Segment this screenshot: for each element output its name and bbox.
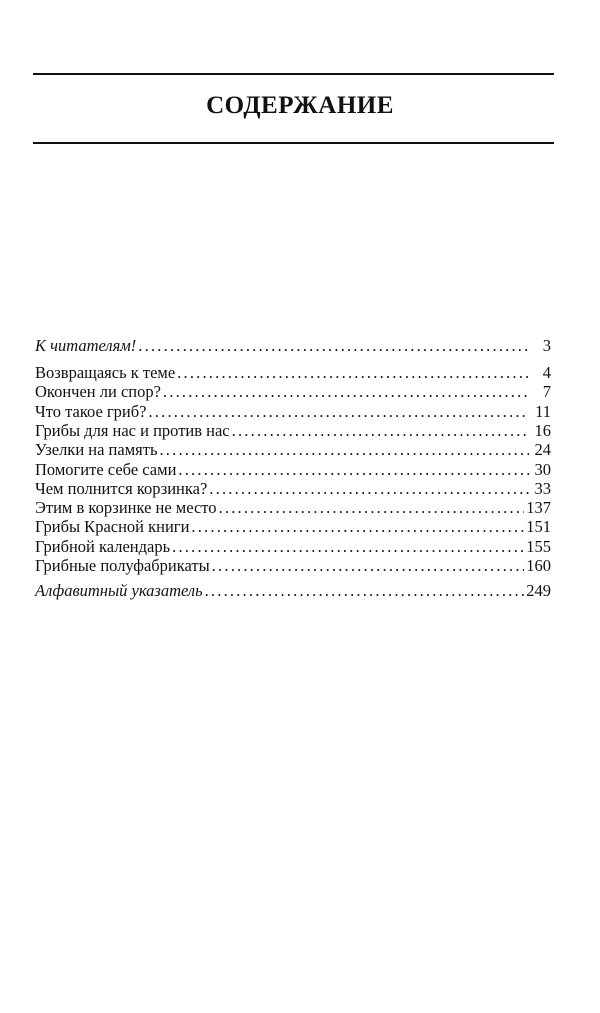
page-title: СОДЕРЖАНИЕ — [206, 92, 394, 119]
toc-entry[interactable] — [35, 517, 551, 536]
toc-entry-label: Возвращаясь к теме — [35, 363, 176, 382]
toc-entry-label: Что такое гриб? — [35, 401, 147, 421]
toc-entry[interactable] — [35, 440, 551, 459]
leader-dots — [138, 336, 529, 355]
toc-entry[interactable] — [35, 556, 551, 575]
leader-dots — [212, 556, 525, 575]
leader-dots — [178, 460, 529, 479]
leader-dots — [232, 421, 529, 440]
toc-entry[interactable] — [35, 382, 551, 401]
leader-dots — [219, 498, 525, 517]
toc-entry[interactable] — [35, 537, 551, 556]
toc-entry-label: Помогите себе сами — [35, 459, 177, 479]
toc-entry-page: 4 — [542, 363, 551, 382]
leader-dots — [205, 581, 525, 600]
toc-entry-page: 24 — [534, 440, 551, 460]
toc-entry[interactable] — [35, 402, 551, 421]
toc-entry-page: 33 — [534, 478, 551, 498]
toc-entry[interactable] — [35, 363, 551, 382]
toc-entry-page: 155 — [526, 536, 551, 556]
toc-entry[interactable] — [35, 460, 551, 479]
leader-dots — [163, 382, 529, 401]
toc-entry-page: 16 — [534, 420, 551, 440]
title-rule — [33, 142, 554, 144]
toc-entry-label: Грибы для нас и против нас — [35, 420, 230, 440]
toc-entry-page: 160 — [526, 556, 551, 575]
toc-entry-label: Грибной календарь — [35, 536, 171, 556]
toc-entry-label: Этим в корзинке не место — [35, 498, 217, 518]
toc-entry-label: Узелки на память — [35, 440, 158, 460]
toc-entry-intro[interactable] — [35, 336, 551, 355]
leader-dots — [191, 517, 524, 536]
toc-entry-label: Грибы Красной книги — [35, 517, 190, 537]
toc-entry-page: 151 — [526, 517, 551, 537]
toc-entry-index[interactable] — [35, 581, 551, 600]
leader-dots — [148, 402, 529, 421]
leader-dots — [177, 363, 529, 382]
toc-entry-page: 30 — [534, 459, 551, 479]
toc-entry-label: Грибные полуфабрикаты — [35, 556, 210, 575]
leader-dots — [209, 479, 529, 498]
leader-dots — [172, 537, 524, 556]
toc-entry-label: Чем полнится корзинка? — [35, 478, 208, 498]
leader-dots — [159, 440, 529, 459]
toc-entry-page: 3 — [542, 336, 551, 355]
toc-entry-label: Алфавитный указатель — [35, 581, 203, 600]
toc-entry[interactable] — [35, 421, 551, 440]
toc-entry-label: К читателям! — [35, 336, 137, 355]
toc-entry-page: 249 — [526, 581, 551, 600]
toc-entry[interactable] — [35, 479, 551, 498]
toc-entry[interactable] — [35, 498, 551, 517]
toc-entry-page: 11 — [535, 401, 551, 421]
toc-entry-page: 137 — [526, 498, 551, 518]
toc-entry-label: Окончен ли спор? — [35, 382, 161, 402]
top-rule — [33, 73, 554, 75]
toc-entry-page: 7 — [542, 382, 551, 402]
